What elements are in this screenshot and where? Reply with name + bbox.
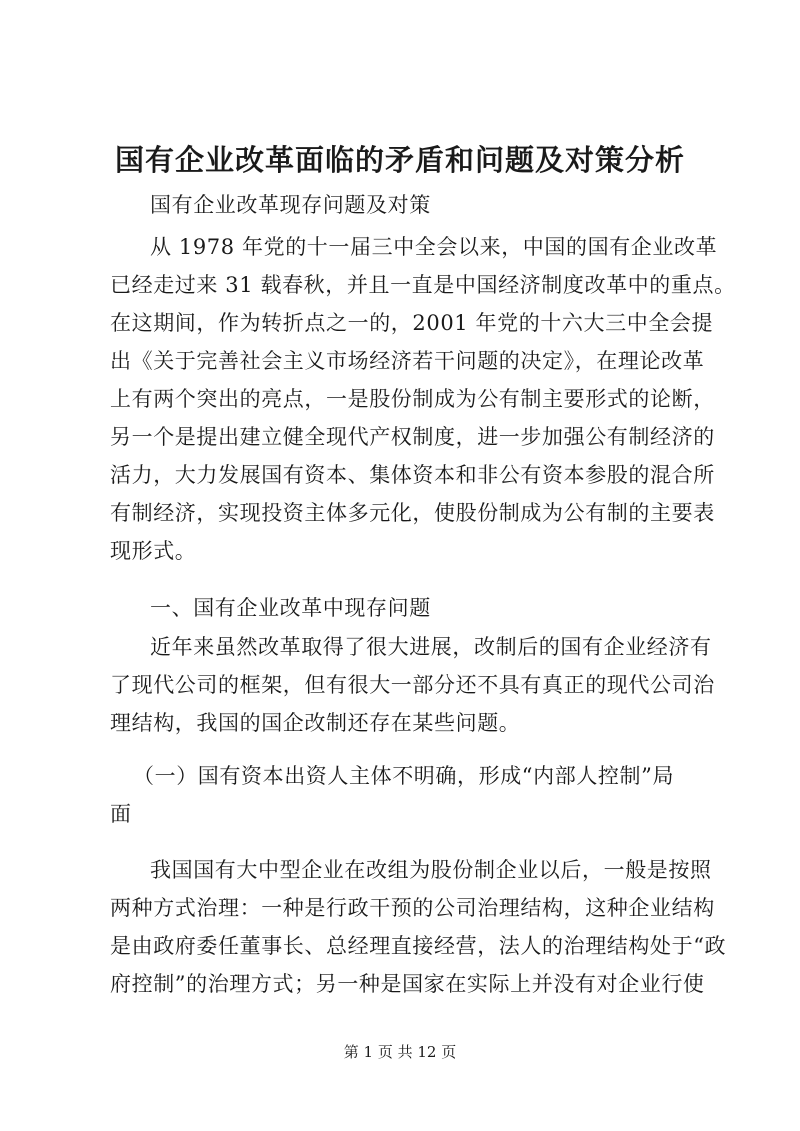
paragraph1-line: 出《关于完善社会主义市场经济若干问题的决定》，在理论改革 — [110, 349, 705, 373]
subsection1-heading-line: （一）国有资本出资人主体不明确，形成“内部人控制”局 — [133, 764, 675, 788]
paragraph1-line: 有制经济，实现投资主体多元化，使股份制成为公有制的主要表 — [110, 501, 715, 525]
paragraph1-line: 上有两个突出的亮点，一是股份制成为公有制主要形式的论断， — [110, 387, 715, 411]
paragraph3-line: 府控制”的治理方式；另一种是国家在实际上并没有对企业行使 — [110, 972, 705, 996]
paragraph3-line: 我国国有大中型企业在改组为股份制企业以后，一般是按照 — [150, 858, 712, 882]
subsection1-heading-line: 面 — [110, 802, 132, 826]
section1-heading: 一、国有企业改革中现存问题 — [150, 596, 431, 620]
paragraph2-line: 了现代公司的框架，但有很大一部分还不具有真正的现代公司治 — [110, 673, 715, 697]
paragraph3-line: 两种方式治理：一种是行政干预的公司治理结构，这种企业结构 — [110, 896, 715, 920]
paragraph1-line: 已经走过来 31 载春秋，并且一直是中国经济制度改革中的重点。 — [110, 273, 736, 297]
paragraph1-line: 从 1978 年党的十一届三中全会以来，中国的国有企业改革 — [150, 235, 718, 259]
paragraph1-line: 活力，大力发展国有资本、集体资本和非公有资本参股的混合所 — [110, 463, 715, 487]
paragraph2-line: 理结构，我国的国企改制还存在某些问题。 — [110, 711, 521, 735]
paragraph3-line: 是由政府委任董事长、总经理直接经营，法人的治理结构处于“政 — [110, 934, 727, 958]
document-title: 国有企业改革面临的矛盾和问题及对策分析 — [114, 143, 685, 177]
paragraph2-line: 近年来虽然改革取得了很大进展，改制后的国有企业经济有 — [150, 635, 712, 659]
page-number-footer: 第 1 页 共 12 页 — [343, 1043, 457, 1061]
paragraph1-line: 在这期间，作为转折点之一的，2001 年党的十六大三中全会提 — [110, 311, 714, 335]
paragraph1-line: 现形式。 — [110, 539, 197, 563]
document-subtitle: 国有企业改革现存问题及对策 — [150, 193, 431, 217]
paragraph1-line: 另一个是提出建立健全现代产权制度，进一步加强公有制经济的 — [110, 425, 715, 449]
